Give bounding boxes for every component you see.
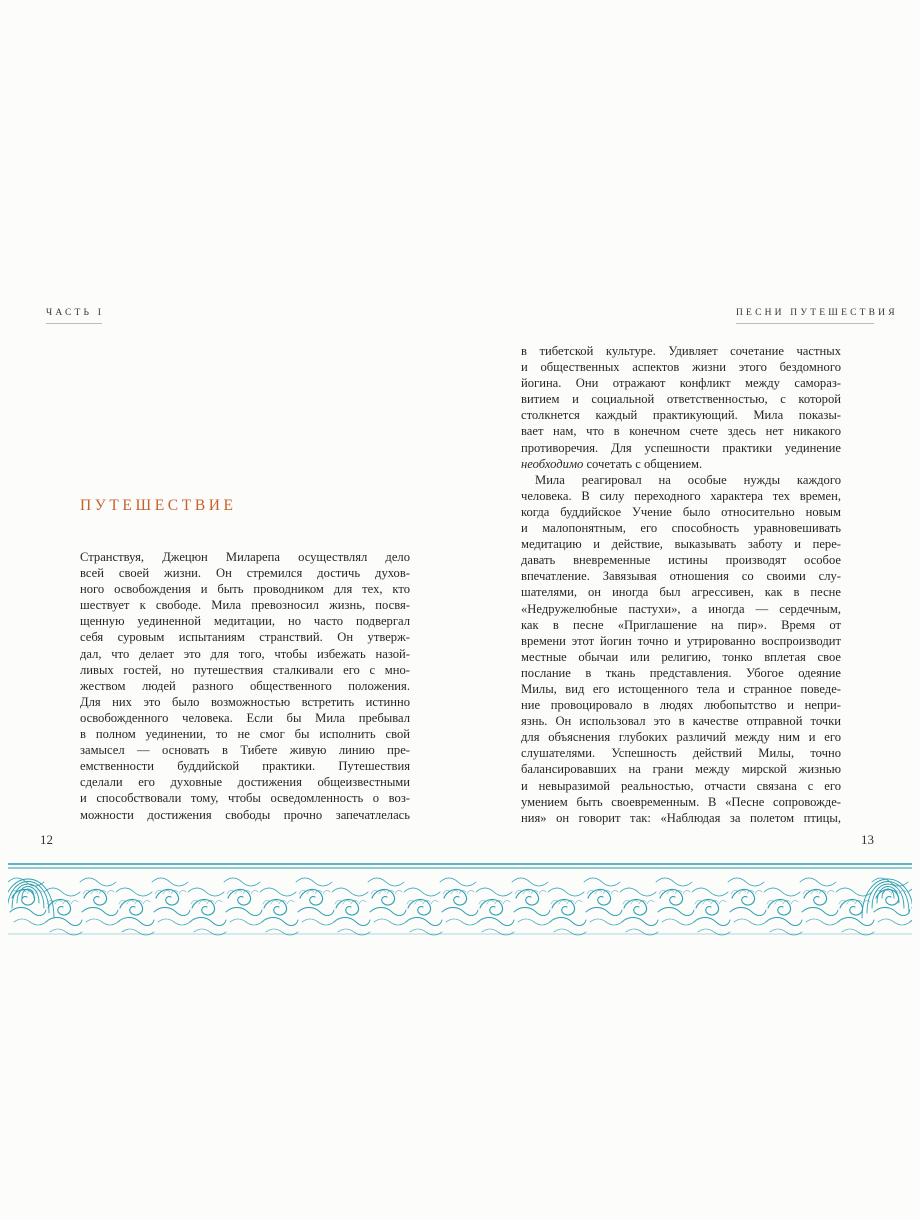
text-line: йогина. Они отражают конфликт между самораз-	[521, 376, 841, 391]
text-line: давать вневременные истины производят особое	[521, 553, 841, 568]
ornamental-cloud-border	[8, 862, 912, 936]
text-line: и малопонятным, его способность уравновешивать	[521, 521, 841, 536]
text-line: всей своей жизни. Он стремился достичь духов-	[80, 566, 410, 581]
text-line: емственности буддийской практики. Путешествия	[80, 759, 410, 774]
text-line: жеством людей разного общественного положения.	[80, 678, 410, 693]
text-line: времени этот йогин точно и утрированно воспроизводит	[521, 633, 841, 648]
text-line: замысел — основать в Тибете живую линию пре-	[80, 743, 410, 758]
text-line: человека. В силу переходного характера тех времен,	[521, 488, 841, 503]
chapter-title: ПУТЕШЕСТВИЕ	[80, 497, 237, 514]
text-line	[521, 456, 841, 472]
text-line: Странствуя, Джецюн Миларепа осуществлял дело	[80, 550, 410, 564]
text-line: щенную уединенной медитации, но часто подвергал	[80, 614, 410, 629]
text-line: умением быть своевременным. В «Песне сопровожде-	[521, 794, 841, 809]
text-line: слушателями. Успешность действий Милы, точно	[521, 746, 841, 761]
text-line: ние провоцировало в людях любопытство и непри-	[521, 698, 841, 713]
text-line: язнь. Он использовал это в качестве отправной точки	[521, 714, 841, 729]
text-line: вает нам, что в конечном счете здесь нет никакого	[521, 424, 841, 439]
text-line: столкнется каждый практикующий. Мила показы-	[521, 408, 841, 423]
text-line: ного освобождения и быть проводником для тех, кто	[80, 582, 410, 597]
page-number-right: 13	[861, 832, 874, 847]
text-line: освобожденного человека. Если бы Мила пребывал	[80, 710, 410, 725]
text-line: можности достижения свободы прочно запечатлелась	[80, 807, 410, 822]
text-line: Для них это было возможностью встретить истинно	[80, 694, 410, 709]
text-line: шествует к свободе. Мила превозносил жизнь, посвя-	[80, 598, 410, 613]
text-line: в полном уединении, то не смог бы исполнить свой	[80, 727, 410, 742]
running-header-left: ЧАСТЬ I	[46, 308, 102, 324]
left-page-text	[80, 549, 410, 823]
italic-word: необходимо	[521, 456, 584, 471]
text-line: впечатление. Завязывая отношения со своими слу-	[521, 569, 841, 584]
text-line: послание в ткань представления. Убогое одеяние	[521, 665, 841, 680]
text-line: Милы, вид его истощенного тела и странное поведе-	[521, 681, 841, 696]
text-line: ливых гостей, но путешествия сталкивали его с мно-	[80, 662, 410, 677]
text-line: и общественных аспектов жизни этого бездомного	[521, 360, 841, 375]
text-line: как в песне «Приглашение на пир». Время от	[521, 617, 841, 632]
text-line: когда буддийское Учение было относительно новым	[521, 504, 841, 519]
text-line: себя суровым испытаниям странствий. Он утверж-	[80, 630, 410, 645]
text-line: сделали его духовные достижения общеизвестными	[80, 775, 410, 790]
text-line: и невыразимой реальностью, отчасти связана с его	[521, 778, 841, 793]
right-page-text	[521, 343, 841, 826]
line-rest: сочетать с общением.	[586, 456, 703, 471]
text-line: ния» он говорит так: «Наблюдая за полетом птицы,	[521, 810, 841, 825]
text-line: дал, что делает это для того, чтобы избежать назой-	[80, 646, 410, 661]
page-number-left: 12	[40, 832, 53, 847]
text-line: медитацию и действие, выказывать заботу и пере-	[521, 537, 841, 552]
text-line: для объяснения глубоких различий между ним и его	[521, 730, 841, 745]
text-line: «Недружелюбные пастухи», а иногда — сердечным,	[521, 601, 841, 616]
text-line: витием и социальной ответственностью, с которой	[521, 392, 841, 407]
running-header-right: ПЕСНИ ПУТЕШЕСТВИЯ	[736, 308, 874, 324]
text-line: в тибетской культуре. Удивляет сочетание частных	[521, 344, 841, 358]
paragraph-start-line: Мила реагировал на особые нужды каждого	[535, 472, 841, 487]
text-line: балансировавших на грани между мирской жизнью	[521, 762, 841, 777]
text-line: противоречия. Для успешности практики уединение	[521, 440, 841, 455]
text-line: шателями, он иногда был агрессивен, как в песне	[521, 585, 841, 600]
text-line: местные обычаи или религию, тонко вплетая свое	[521, 649, 841, 664]
text-line: и способствовали тому, чтобы осведомленность о воз-	[80, 791, 410, 806]
